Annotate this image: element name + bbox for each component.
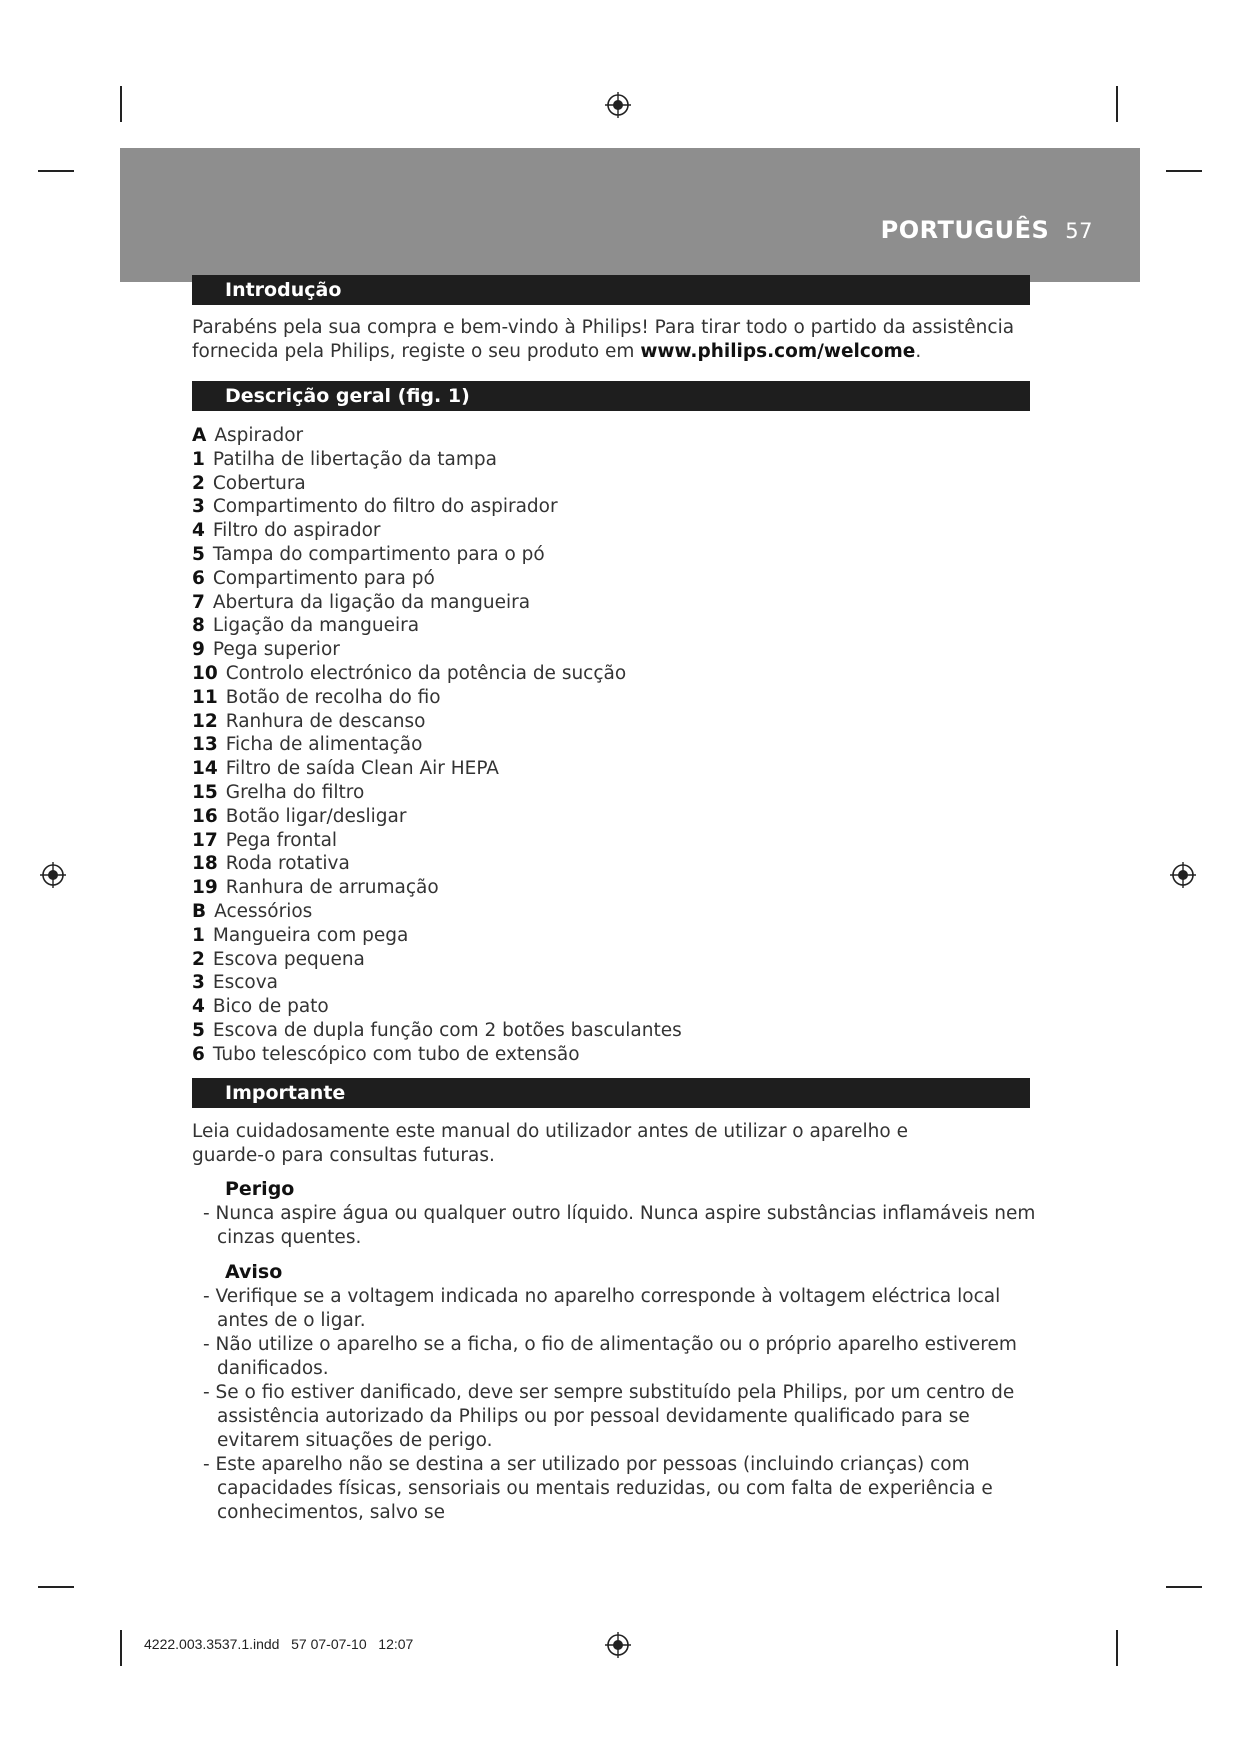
item-number: 4: [192, 996, 205, 1018]
item-number: 9: [192, 639, 205, 661]
list-item: [192, 829, 682, 853]
danger-item: - Nunca aspire água ou qualquer outro líquido. Nunca aspire substâncias inflamáveis nem cinzas quentes.: [203, 1203, 1036, 1248]
item-number: 4: [192, 520, 205, 542]
warning-item: - Se o fio estiver danificado, deve ser sempre substituído pela Philips, por um centro de assistência autorizado da Philips ou por pessoal devidamente qualificado para se evitarem situações de perigo.: [203, 1382, 1015, 1451]
crop-mark: [38, 1586, 74, 1588]
item-label: Patilha de libertação da tampa: [212, 448, 497, 470]
list-item: [192, 662, 682, 686]
section-heading-important: Importante: [192, 1078, 1030, 1108]
item-label: Compartimento para pó: [212, 567, 435, 589]
item-label: Pega frontal: [225, 829, 338, 851]
item-label: Ficha de alimentação: [225, 734, 423, 756]
item-label: Ranhura de arrumação: [225, 877, 439, 899]
registration-mark-icon: [1170, 862, 1196, 888]
warning-heading: Aviso: [225, 1261, 283, 1283]
item-number: 3: [192, 496, 205, 518]
item-label: Cobertura: [212, 472, 306, 494]
item-label: Escova pequena: [212, 948, 365, 970]
list-item: [192, 614, 682, 638]
item-number: 3: [192, 972, 205, 994]
item-number: 6: [192, 567, 205, 589]
page-number: 57: [1065, 219, 1093, 243]
intro-text: Parabéns pela sua compra e bem-vindo à Philips! Para tirar todo o partido da assistência fornecida pela Philips, registe o seu produto em: [192, 317, 1015, 362]
registration-mark-icon: [40, 862, 66, 888]
list-item: [192, 567, 682, 591]
item-number: 13: [192, 734, 218, 756]
item-number: 18: [192, 853, 218, 875]
list-item: [192, 472, 682, 496]
item-label: Ranhura de descanso: [225, 710, 426, 732]
list-item: [192, 900, 682, 924]
crop-mark: [1116, 86, 1118, 122]
list-item: [192, 948, 682, 972]
list-item: [192, 710, 682, 734]
list-item: [192, 1019, 682, 1043]
list-item: [192, 924, 682, 948]
crop-mark: [1166, 1586, 1202, 1588]
list-item: [192, 876, 682, 900]
header-band: [120, 148, 1140, 282]
item-label: Acessórios: [214, 900, 313, 922]
item-label: Ligação da mangueira: [212, 615, 420, 637]
item-number: 14: [192, 758, 218, 780]
item-label: Aspirador: [214, 425, 304, 446]
item-label: Tampa do compartimento para o pó: [212, 543, 545, 565]
item-number: 7: [192, 591, 205, 613]
section-heading-overview: Descrição geral (fig. 1): [192, 381, 1030, 411]
item-label: Pega superior: [212, 639, 340, 661]
item-number: 10: [192, 662, 218, 684]
file-slug: 4222.003.3537.1.indd 57 07-07-10 12:07: [144, 1636, 414, 1652]
warning-item: - Este aparelho não se destina a ser utilizado por pessoas (incluindo crianças) com capacidades físicas, sensoriais ou mentais reduzidas, ou com falta de experiência e conhecimentos, salvo se: [203, 1454, 993, 1523]
item-label: Compartimento do filtro do aspirador: [212, 496, 558, 518]
crop-mark: [1166, 170, 1202, 172]
item-number: 8: [192, 615, 205, 637]
item-number: 2: [192, 472, 205, 494]
list-item: [192, 591, 682, 615]
list-item: [192, 638, 682, 662]
welcome-url[interactable]: www.philips.com/welcome: [640, 341, 916, 362]
list-item: [192, 519, 682, 543]
page-header: [881, 216, 1093, 244]
crop-mark: [120, 86, 122, 122]
item-label: Grelha do filtro: [225, 781, 365, 803]
list-item: [192, 448, 682, 472]
item-number: 19: [192, 877, 218, 899]
list-item: [192, 781, 682, 805]
item-number: 6: [192, 1043, 205, 1065]
intro-text-end: .: [915, 341, 922, 362]
list-item: [192, 733, 682, 757]
item-number: B: [192, 900, 207, 922]
item-number: 16: [192, 805, 218, 827]
item-number: 11: [192, 686, 218, 708]
item-label: Mangueira com pega: [212, 924, 409, 946]
list-item: [192, 1043, 682, 1067]
item-number: 17: [192, 829, 218, 851]
list-item: [192, 852, 682, 876]
item-label: Tubo telescópico com tubo de extensão: [212, 1043, 580, 1065]
item-number: 5: [192, 1019, 205, 1041]
list-item: [192, 757, 682, 781]
item-number: 1: [192, 448, 205, 470]
item-label: Roda rotativa: [225, 853, 350, 875]
registration-mark-icon: [605, 92, 631, 118]
item-label: Filtro de saída Clean Air HEPA: [225, 758, 499, 780]
list-item: [192, 543, 682, 567]
crop-mark: [1116, 1630, 1118, 1666]
intro-paragraph: [192, 316, 1042, 364]
item-number: 15: [192, 781, 218, 803]
list-item: [192, 971, 682, 995]
warning-item: - Verifique se a voltagem indicada no aparelho corresponde à voltagem eléctrica local antes de o ligar.: [203, 1286, 1001, 1331]
item-label: Botão de recolha do fio: [225, 686, 441, 708]
crop-mark: [120, 1630, 122, 1666]
item-label: Bico de pato: [212, 996, 329, 1018]
language-title: PORTUGUÊS: [880, 216, 1050, 244]
item-label: Controlo electrónico da potência de sucção: [225, 662, 627, 684]
overview-list: [192, 424, 682, 1067]
crop-mark: [38, 170, 74, 172]
item-label: Escova: [212, 972, 278, 994]
important-paragraph: Leia cuidadosamente este manual do utilizador antes de utilizar o aparelho e guarde-o para consultas futuras.: [192, 1121, 908, 1166]
item-label: Abertura da ligação da mangueira: [212, 591, 531, 613]
item-number: 12: [192, 710, 218, 732]
list-item: [192, 995, 682, 1019]
item-label: Escova de dupla função com 2 botões basculantes: [212, 1019, 682, 1041]
list-item: [192, 424, 682, 448]
registration-mark-icon: [605, 1632, 631, 1658]
list-item: [192, 686, 682, 710]
item-label: Botão ligar/desligar: [225, 805, 407, 827]
item-number: 5: [192, 543, 205, 565]
section-heading-intro: Introdução: [192, 275, 1030, 305]
warning-item: - Não utilize o aparelho se a ficha, o fio de alimentação ou o próprio aparelho estiverem danificados.: [203, 1334, 1017, 1379]
danger-heading: Perigo: [225, 1178, 295, 1200]
item-number: A: [192, 425, 207, 446]
list-item: [192, 805, 682, 829]
item-label: Filtro do aspirador: [212, 520, 381, 542]
item-number: 1: [192, 924, 205, 946]
list-item: [192, 495, 682, 519]
item-number: 2: [192, 948, 205, 970]
